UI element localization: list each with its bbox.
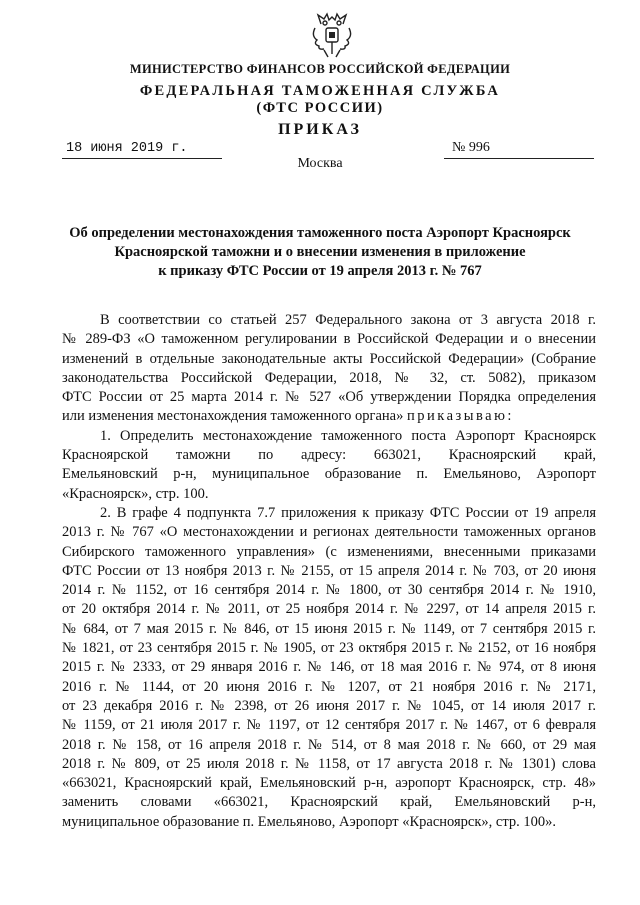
service-name: ФЕДЕРАЛЬНАЯ ТАМОЖЕННАЯ СЛУЖБА bbox=[139, 83, 501, 99]
title-line: к приказу ФТС России от 19 апреля 2013 г. № 767 bbox=[158, 263, 482, 279]
body-line: «663021, Красноярский край, Емельяновский р-н, аэропорт Красноярск, стр. 48» bbox=[62, 775, 596, 792]
body-line: Сибирского таможенного управления» (с изменениями, внесенными приказами bbox=[62, 543, 596, 560]
body-line: муниципальное образование п. Емельяново, Аэропорт «Красноярск», стр. 100». bbox=[62, 813, 556, 830]
body-line: № 1821, от 23 сентября 2015 г. № 1905, от 23 октября 2015 г. № 2152, от 16 ноября bbox=[62, 640, 596, 657]
body-line: Емельяновский р-н, муниципальное образование п. Емельяново, Аэропорт bbox=[62, 466, 596, 483]
body-line: 2018 г. № 158, от 16 апреля 2018 г. № 514, от 8 мая 2018 г. № 660, от 29 мая bbox=[62, 736, 596, 753]
body-line: 2. В графе 4 подпункта 7.7 приложения к приказу ФТС России от 19 апреля bbox=[100, 504, 596, 521]
body-line: заменить словами «663021, Красноярский край, Емельяновский р-н, bbox=[62, 794, 596, 811]
document-type: ПРИКАЗ bbox=[278, 121, 362, 138]
body-line: от 20 октября 2014 г. № 2011, от 25 ноября 2014 г. № 2297, от 14 апреля 2015 г. bbox=[62, 601, 596, 618]
body-line: ФТС России от 25 марта 2014 г. № 527 «Об утверждении Порядка определения bbox=[62, 389, 596, 406]
body-line: 2015 г. № 2333, от 29 января 2016 г. № 146, от 18 мая 2016 г. № 974, от 8 июня bbox=[62, 659, 596, 676]
body-line: № 1159, от 21 июля 2017 г. № 1197, от 12 сентября 2017 г. № 1467, от 6 февраля bbox=[62, 717, 596, 734]
ministry-name: МИНИСТЕРСТВО ФИНАНСОВ РОССИЙСКОЙ ФЕДЕРАЦИИ bbox=[129, 62, 511, 76]
body-line: В соответствии со статьей 257 Федерального закона от 3 августа 2018 г. bbox=[100, 312, 596, 328]
title-line: Красноярской таможни и о внесении изменения в приложение bbox=[114, 244, 526, 260]
body-line: Красноярской таможни по адресу: 663021, Красноярский край, bbox=[62, 447, 596, 464]
body-line: № 289-ФЗ «О таможенном регулировании в Российской Федерации и о внесении bbox=[62, 331, 596, 348]
document-body bbox=[62, 311, 596, 832]
body-line: от 23 декабря 2016 г. № 2398, от 26 июня 2017 г. № 1045, от 14 июля 2017 г. bbox=[62, 697, 596, 714]
body-line bbox=[62, 407, 596, 426]
order-word: приказываю: bbox=[406, 408, 514, 425]
body-line: изменений в отдельные законодательные акты Российской Федерации» (Собрание bbox=[62, 350, 596, 367]
intro-last: или изменения местонахождения таможенного органа» bbox=[62, 408, 404, 425]
body-line: 2013 г. № 767 «О местонахождении и регионах деятельности таможенных органов bbox=[62, 524, 596, 541]
body-line: ФТС России от 13 ноября 2013 г. № 2155, от 15 апреля 2014 г. № 703, от 20 июня bbox=[62, 562, 596, 579]
body-line: 2014 г. № 1152, от 16 сентября 2014 г. № 1800, от 30 сентября 2014 г. № 1910, bbox=[62, 582, 596, 599]
coat-of-arms-emblem bbox=[309, 10, 355, 60]
city: Москва bbox=[297, 156, 343, 171]
order-date: 18 июня 2019 г. bbox=[66, 141, 188, 156]
body-line: № 684, от 7 мая 2015 г. № 846, от 15 июня 2015 г. № 1149, от 7 сентября 2015 г. bbox=[62, 620, 596, 637]
body-line: 1. Определить местонахождение таможенного поста Аэропорт Красноярск bbox=[100, 427, 596, 444]
service-short-name: (ФТС РОССИИ) bbox=[256, 100, 384, 116]
title-line: Об определении местонахождения таможенного поста Аэропорт Красноярск bbox=[69, 225, 571, 241]
body-line: 2016 г. № 1144, от 20 июня 2016 г. № 1207, от 21 ноября 2016 г. № 2171, bbox=[62, 678, 596, 695]
body-line: «Красноярск», стр. 100. bbox=[62, 485, 209, 502]
body-line: 2018 г. № 809, от 25 июля 2018 г. № 1158, от 17 августа 2018 г. № 1301) слова bbox=[62, 755, 596, 772]
body-line: законодательства Российской Федерации, 2018, № 32, ст. 5082), приказом bbox=[62, 369, 596, 386]
document-title bbox=[55, 224, 585, 281]
order-number: № 996 bbox=[452, 140, 490, 155]
